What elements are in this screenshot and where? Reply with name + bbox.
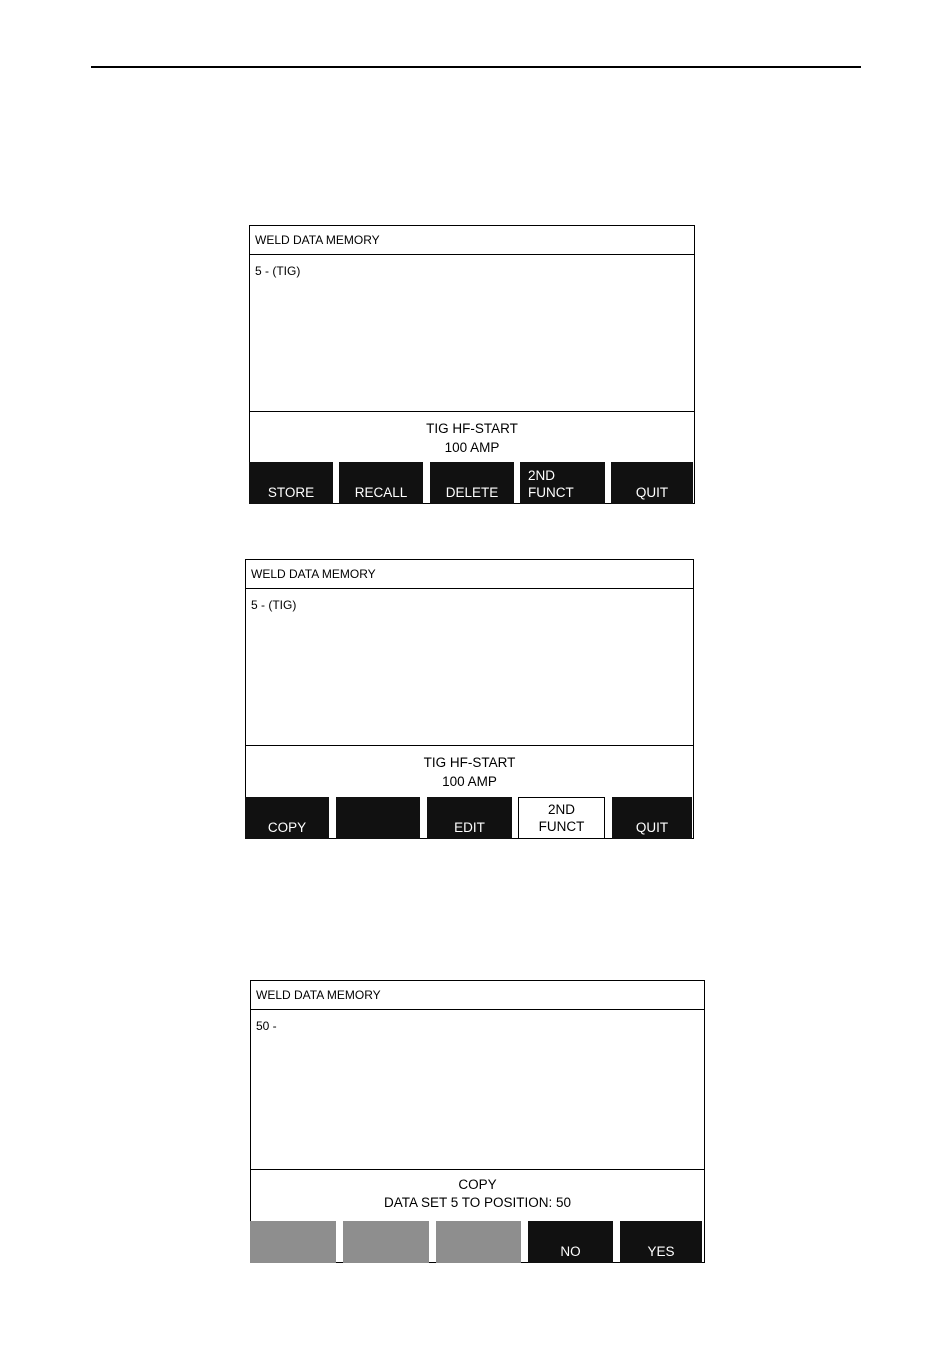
store-softkey[interactable] — [249, 462, 333, 504]
page-header-rule — [91, 66, 861, 68]
softkey-bar — [245, 797, 694, 839]
memory-entry[interactable]: 5 - (TIG) — [251, 598, 297, 612]
store-label: STORE — [267, 485, 315, 500]
recall-label: RECALL — [354, 485, 408, 500]
copy-label: COPY — [267, 820, 307, 835]
status-line-1: COPY — [458, 1177, 497, 1192]
softkey-bar — [249, 462, 695, 504]
yes-softkey[interactable] — [620, 1221, 702, 1263]
weld-data-memory-screen-1 — [249, 225, 695, 504]
disabled-softkey-1 — [250, 1221, 336, 1263]
edit-softkey[interactable] — [427, 797, 512, 839]
memory-entry[interactable]: 5 - (TIG) — [255, 264, 301, 278]
second-function-softkey-active[interactable] — [518, 797, 605, 839]
status-line-2: DATA SET 5 TO POSITION: 50 — [383, 1195, 572, 1210]
quit-softkey[interactable] — [611, 462, 693, 504]
status-line-2: 100 AMP — [444, 440, 500, 455]
no-label: NO — [560, 1244, 581, 1259]
delete-label: DELETE — [445, 485, 499, 500]
edit-label: EDIT — [454, 820, 485, 835]
status-line-1: TIG HF-START — [426, 421, 518, 436]
no-softkey[interactable] — [528, 1221, 613, 1263]
memory-list — [251, 1010, 704, 1170]
softkey-bar — [250, 1221, 705, 1263]
weld-data-memory-screen-2 — [245, 559, 694, 839]
status-area — [251, 1170, 704, 1221]
second-function-label-2: FUNCT — [528, 485, 574, 500]
recall-softkey[interactable] — [339, 462, 423, 504]
screen-title: WELD DATA MEMORY — [250, 226, 694, 255]
disabled-softkey-2 — [343, 1221, 429, 1263]
status-area — [250, 412, 694, 463]
blank-softkey[interactable] — [336, 797, 420, 839]
copy-softkey[interactable] — [245, 797, 329, 839]
status-line-1: TIG HF-START — [423, 755, 516, 770]
status-area — [246, 746, 693, 797]
quit-label: QUIT — [635, 820, 669, 835]
memory-list — [246, 589, 693, 746]
second-function-label-2: FUNCT — [538, 819, 585, 834]
status-line-2: 100 AMP — [442, 774, 497, 789]
quit-softkey[interactable] — [612, 797, 692, 839]
screen-title: WELD DATA MEMORY — [246, 560, 693, 589]
quit-label: QUIT — [635, 485, 669, 500]
yes-label: YES — [647, 1244, 675, 1259]
second-function-label-1: 2ND — [528, 468, 556, 483]
memory-list — [250, 255, 694, 412]
second-function-label-1: 2ND — [547, 802, 575, 817]
memory-entry[interactable]: 50 - — [256, 1019, 277, 1033]
disabled-softkey-3 — [436, 1221, 521, 1263]
second-function-softkey[interactable] — [520, 462, 605, 504]
screen-title: WELD DATA MEMORY — [251, 981, 704, 1010]
weld-data-memory-screen-3 — [250, 980, 705, 1263]
delete-softkey[interactable] — [430, 462, 514, 504]
